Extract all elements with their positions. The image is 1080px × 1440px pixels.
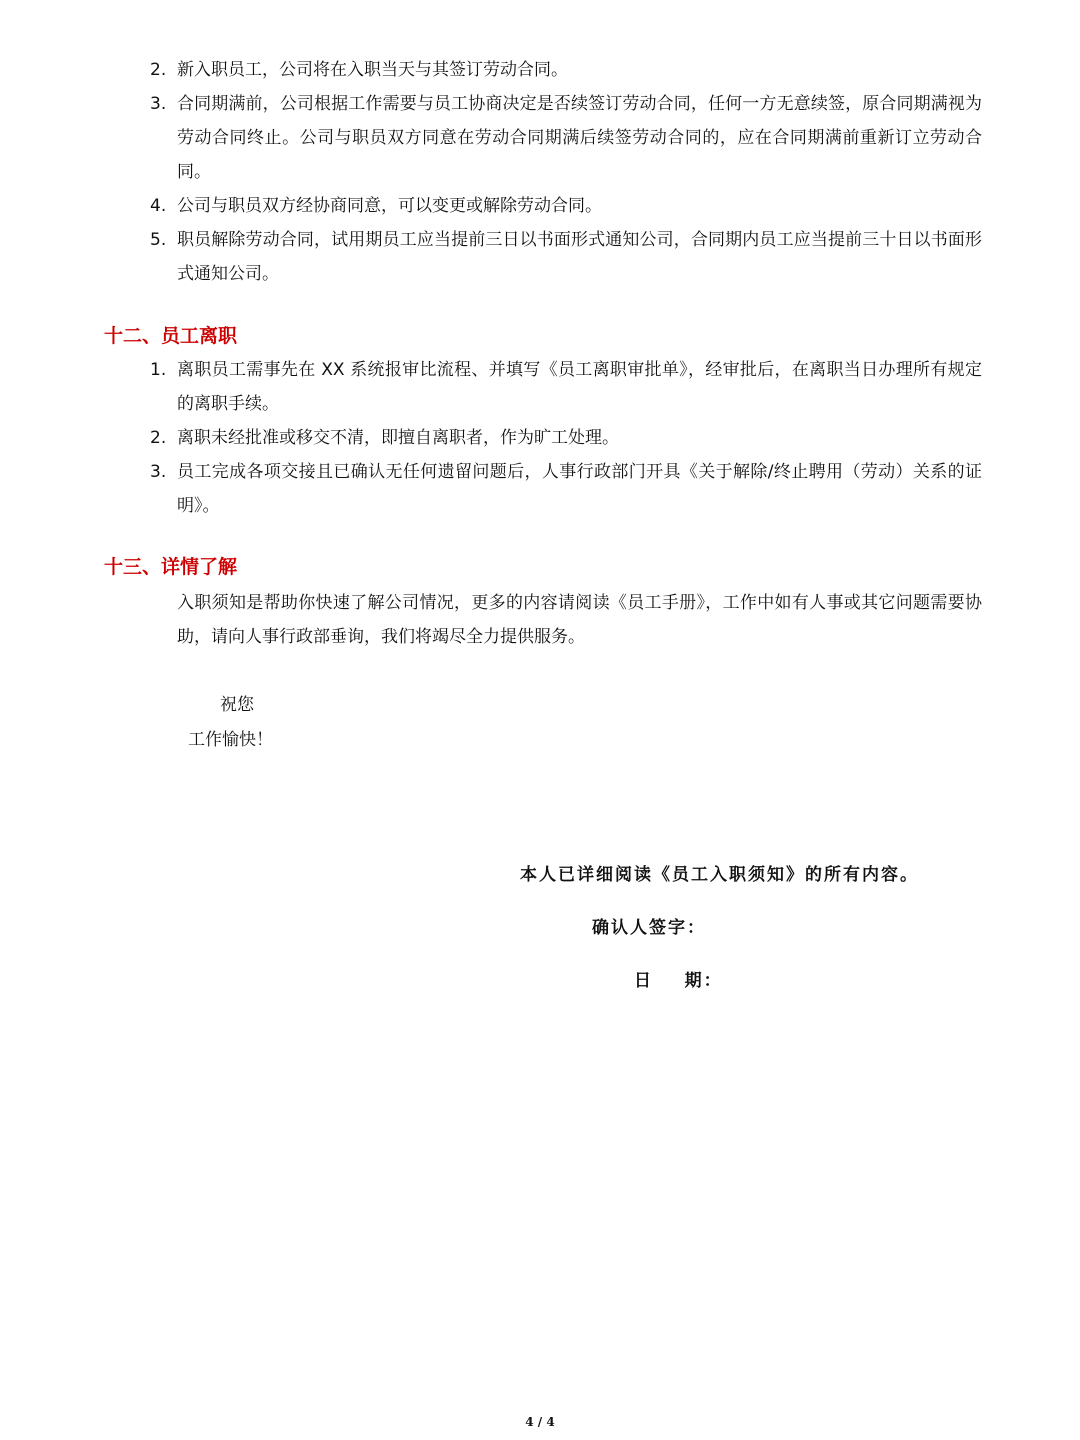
section-heading-resignation: 十二、员工离职	[104, 325, 238, 347]
signature-label: 确认人签字：	[592, 918, 706, 938]
closing-wish: 工作愉快！	[188, 730, 273, 750]
closing-greeting: 祝您	[220, 695, 254, 715]
item-text: 公司与职员双方经协商同意，可以变更或解除劳动合同。	[177, 196, 602, 216]
item-text: 离职未经批准或移交不清，即擅自离职者，作为旷工处理。	[177, 428, 619, 448]
item-number: 3.	[150, 462, 167, 482]
section-heading-details: 十三、详情了解	[104, 556, 238, 578]
page-number: 4 / 4	[525, 1415, 555, 1429]
list-item	[150, 455, 982, 523]
item-text: 离职员工需事先在 XX 系统报审比流程、并填写《员工离职审批单》，经审批后，在离职当日办理所有规定的离职手续。	[177, 360, 982, 414]
item-number: 3.	[150, 94, 167, 114]
list-item	[150, 53, 982, 87]
item-text: 新入职员工，公司将在入职当天与其签订劳动合同。	[177, 60, 568, 80]
item-number: 2.	[150, 60, 167, 80]
item-text: 职员解除劳动合同，试用期员工应当提前三日以书面形式通知公司，合同期内员工应当提前三十日以书面形式通知公司。	[177, 230, 982, 284]
list-item	[150, 223, 982, 291]
confirmation-statement: 本人已详细阅读《员工入职须知》的所有内容。	[520, 865, 919, 885]
list-item	[150, 87, 982, 189]
item-text: 合同期满前，公司根据工作需要与员工协商决定是否续签订劳动合同，任何一方无意续签，原合同期满视为劳动合同终止。公司与职员双方同意在劳动合同期满后续签劳动合同的，应在合同期满前重新订立劳动合同。	[177, 94, 982, 182]
item-number: 5.	[150, 230, 167, 250]
resignation-list	[150, 353, 982, 523]
list-item	[150, 189, 982, 223]
list-item	[150, 421, 982, 455]
contract-list	[150, 53, 982, 291]
item-text: 员工完成各项交接且已确认无任何遗留问题后，人事行政部门开具《关于解除/终止聘用（劳动）关系的证明》。	[177, 462, 982, 516]
list-item	[150, 353, 982, 421]
date-label: 日 期：	[634, 971, 723, 991]
details-paragraph: 入职须知是帮助你快速了解公司情况，更多的内容请阅读《员工手册》，工作中如有人事或其它问题需要协助，请向人事行政部垂询，我们将竭尽全力提供服务。	[177, 593, 982, 647]
item-number: 2.	[150, 428, 167, 448]
item-number: 1.	[150, 360, 167, 380]
item-number: 4.	[150, 196, 167, 216]
